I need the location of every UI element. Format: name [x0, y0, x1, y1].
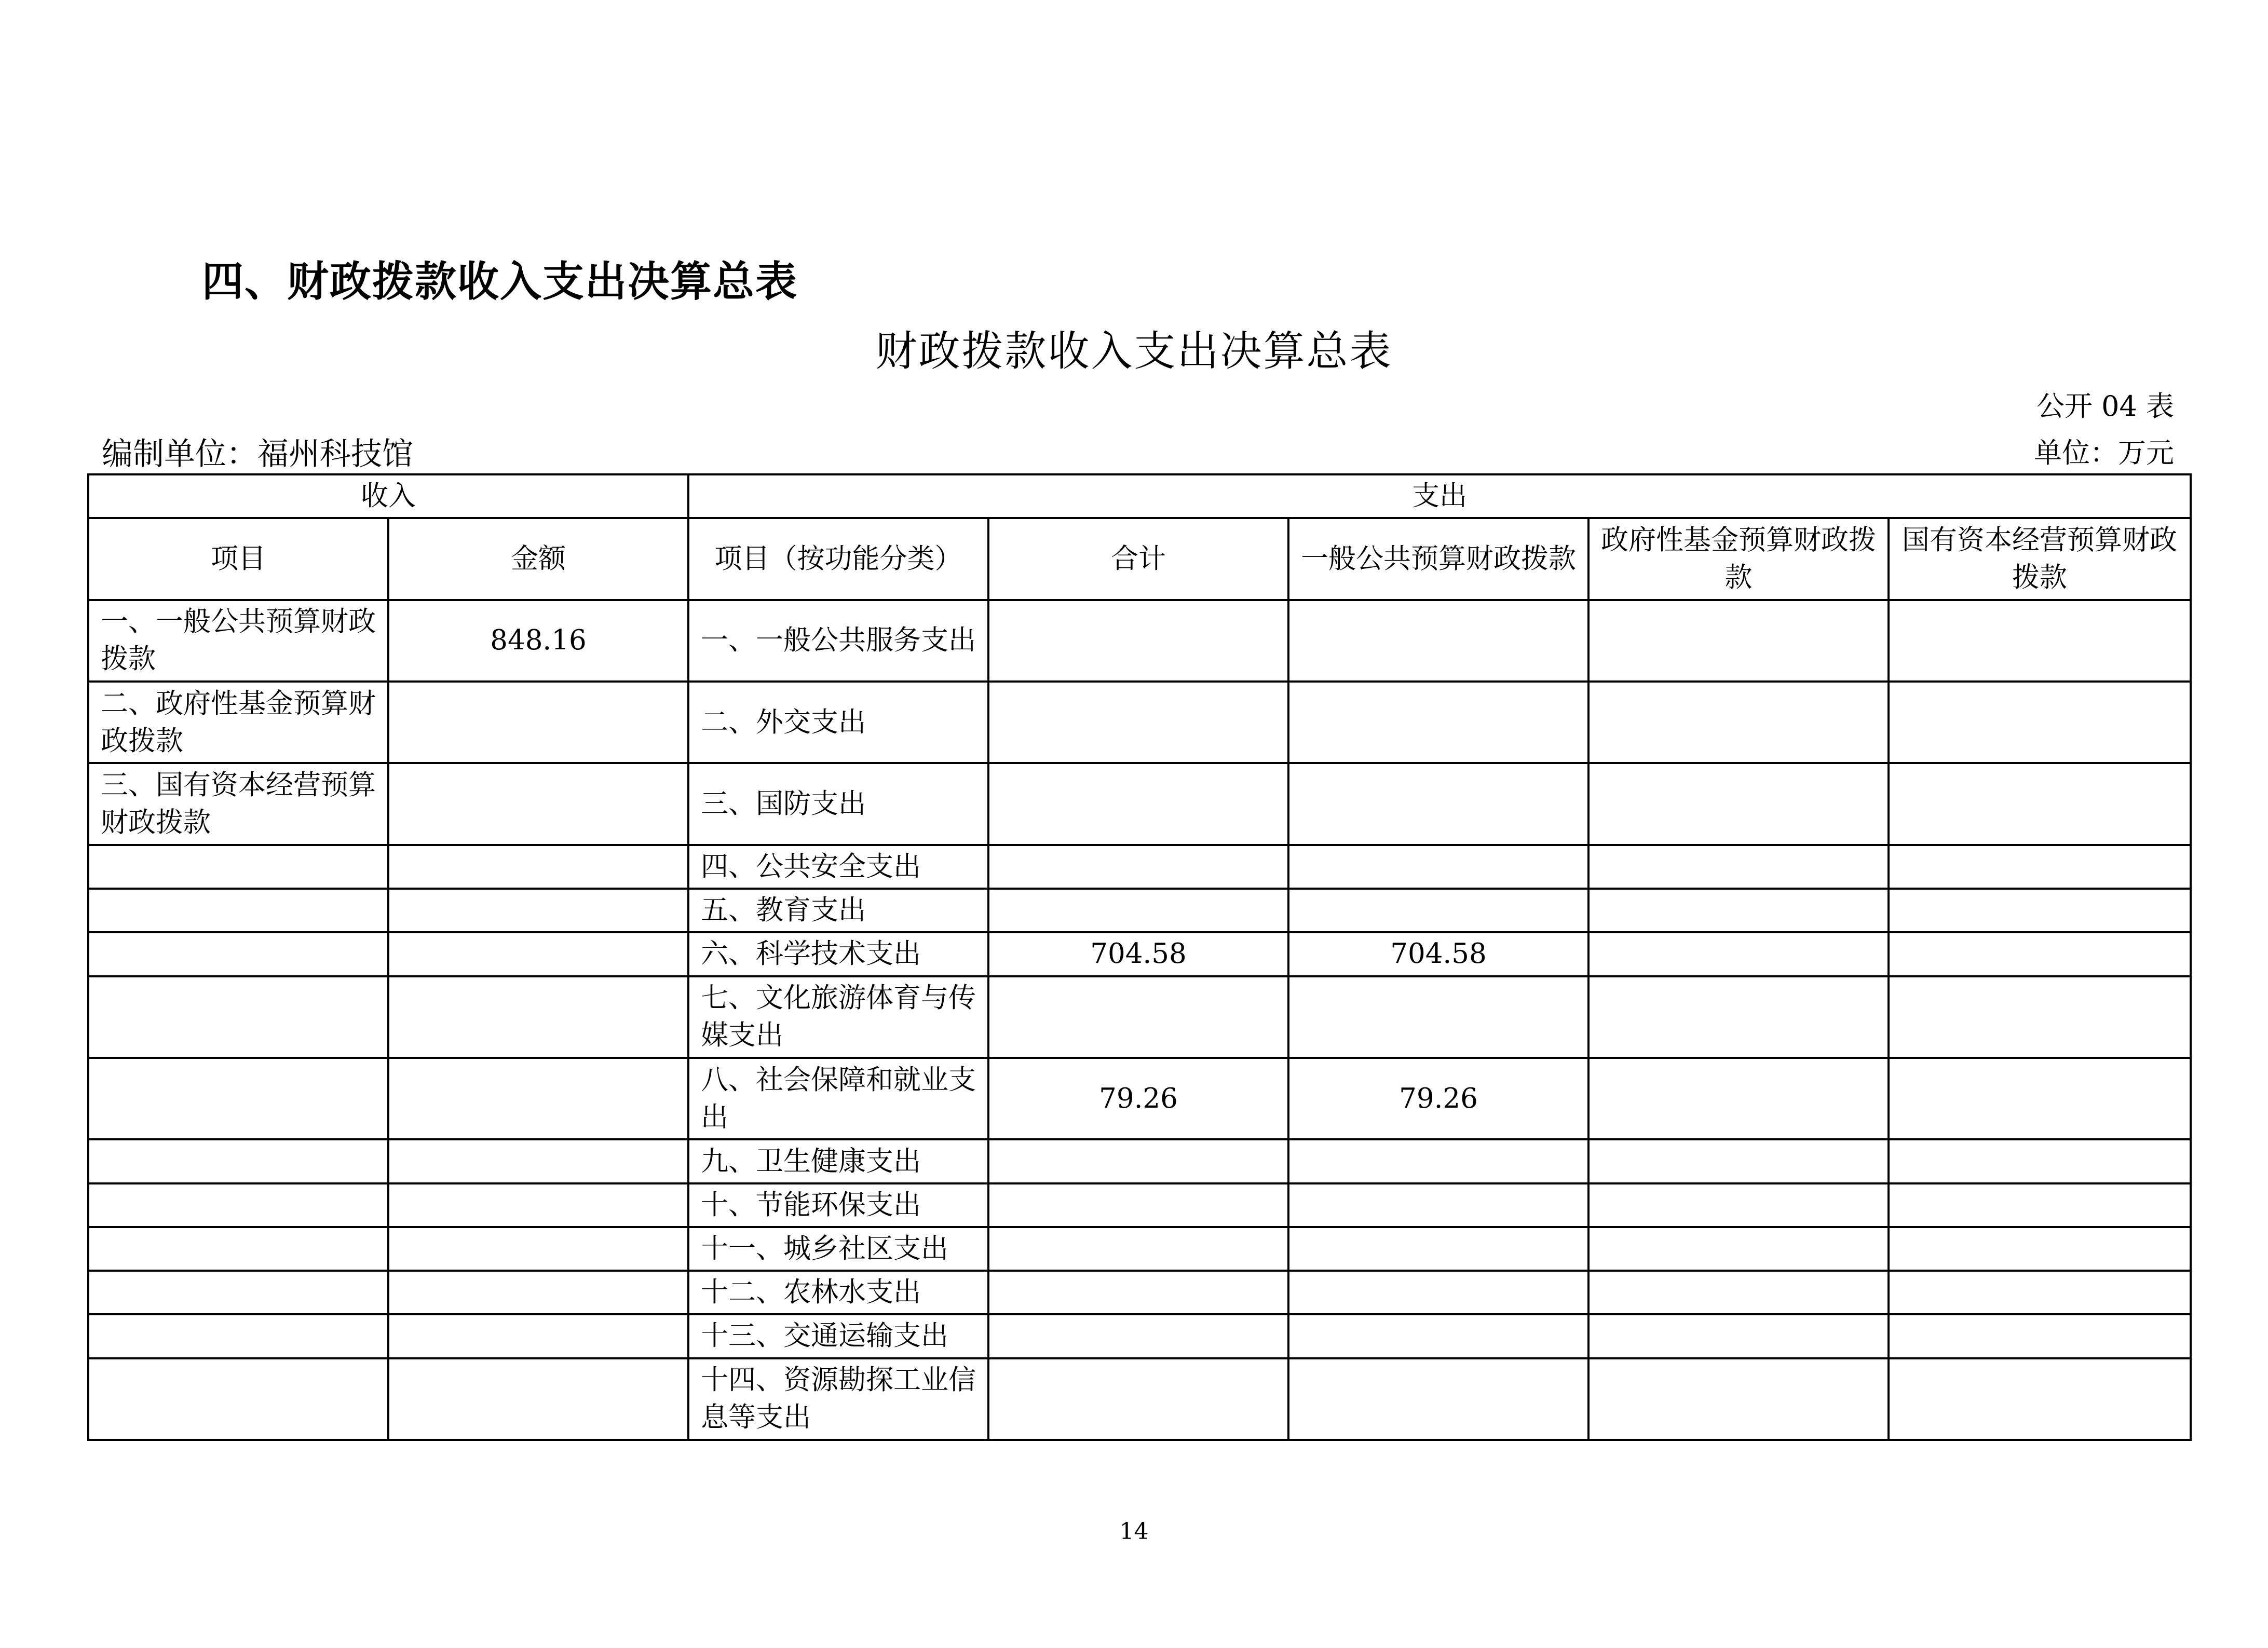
income-item-cell — [88, 889, 388, 932]
table-row — [88, 1183, 2191, 1227]
general-budget-cell — [1288, 976, 1588, 1058]
general-budget-header: 一般公共预算财政拨款 — [1288, 518, 1588, 600]
income-item-header: 项目 — [88, 518, 388, 600]
income-item-cell — [88, 845, 388, 889]
fund-budget-cell — [1588, 763, 1889, 845]
income-amount-cell — [388, 1227, 688, 1271]
expense-item-cell: 十、节能环保支出 — [688, 1183, 988, 1227]
expense-item-cell: 七、文化旅游体育与传媒支出 — [688, 976, 988, 1058]
fund-budget-cell — [1588, 932, 1889, 976]
fund-budget-header: 政府性基金预算财政拨款 — [1588, 518, 1889, 600]
total-cell: 704.58 — [988, 932, 1288, 976]
income-amount-cell — [388, 1139, 688, 1183]
table-row — [88, 1058, 2191, 1139]
total-cell: 79.26 — [988, 1058, 1288, 1139]
total-cell — [988, 1183, 1288, 1227]
general-budget-cell — [1288, 600, 1588, 682]
income-item-cell — [88, 976, 388, 1058]
total-cell — [988, 845, 1288, 889]
total-cell — [988, 976, 1288, 1058]
capital-budget-cell — [1889, 976, 2191, 1058]
expense-item-cell: 十三、交通运输支出 — [688, 1314, 988, 1358]
income-item-cell — [88, 1358, 388, 1440]
income-item-cell — [88, 1139, 388, 1183]
capital-budget-cell — [1889, 600, 2191, 682]
general-budget-cell — [1288, 889, 1588, 932]
income-item-cell: 二、政府性基金预算财政拨款 — [88, 682, 388, 763]
total-cell — [988, 763, 1288, 845]
income-amount-header: 金额 — [388, 518, 688, 600]
general-budget-cell — [1288, 1227, 1588, 1271]
total-cell — [988, 1139, 1288, 1183]
expense-header: 支出 — [688, 474, 2191, 518]
general-budget-cell — [1288, 1183, 1588, 1227]
form-code: 公开 04 表 — [2036, 390, 2174, 423]
income-amount-cell — [388, 682, 688, 763]
general-budget-cell — [1288, 1314, 1588, 1358]
expense-item-cell: 二、外交支出 — [688, 682, 988, 763]
general-budget-cell — [1288, 763, 1588, 845]
fund-budget-cell — [1588, 1227, 1889, 1271]
general-budget-cell — [1288, 682, 1588, 763]
expense-item-cell: 三、国防支出 — [688, 763, 988, 845]
income-amount-cell — [388, 1058, 688, 1139]
fund-budget-cell — [1588, 889, 1889, 932]
header-row-2 — [88, 518, 2191, 600]
fund-budget-cell — [1588, 1314, 1889, 1358]
fund-budget-cell — [1588, 976, 1889, 1058]
income-header: 收入 — [88, 474, 688, 518]
capital-budget-cell — [1889, 1314, 2191, 1358]
capital-budget-cell — [1889, 889, 2191, 932]
general-budget-cell: 704.58 — [1288, 932, 1588, 976]
income-amount-cell — [388, 889, 688, 932]
table-row — [88, 845, 2191, 889]
total-cell — [988, 682, 1288, 763]
expense-item-cell: 十四、资源勘探工业信息等支出 — [688, 1358, 988, 1440]
table-row — [88, 763, 2191, 845]
expense-item-cell: 九、卫生健康支出 — [688, 1139, 988, 1183]
income-amount-cell — [388, 1358, 688, 1440]
capital-budget-cell — [1889, 1227, 2191, 1271]
table-row — [88, 976, 2191, 1058]
table-row — [88, 889, 2191, 932]
income-amount-cell: 848.16 — [388, 600, 688, 682]
page-number: 14 — [1119, 1518, 1149, 1545]
income-amount-cell — [388, 1314, 688, 1358]
general-budget-cell — [1288, 845, 1588, 889]
fund-budget-cell — [1588, 600, 1889, 682]
table-row — [88, 600, 2191, 682]
general-budget-cell — [1288, 1358, 1588, 1440]
capital-budget-cell — [1889, 1058, 2191, 1139]
table-row — [88, 1271, 2191, 1314]
income-item-cell: 一、一般公共预算财政拨款 — [88, 600, 388, 682]
capital-budget-cell — [1889, 682, 2191, 763]
total-cell — [988, 1271, 1288, 1314]
total-cell — [988, 1227, 1288, 1271]
total-cell — [988, 1314, 1288, 1358]
table-row — [88, 1139, 2191, 1183]
total-cell — [988, 1358, 1288, 1440]
general-budget-cell — [1288, 1271, 1588, 1314]
table-row — [88, 1358, 2191, 1440]
fund-budget-cell — [1588, 845, 1889, 889]
income-item-cell — [88, 1227, 388, 1271]
capital-budget-cell — [1889, 1358, 2191, 1440]
total-header: 合计 — [988, 518, 1288, 600]
income-amount-cell — [388, 763, 688, 845]
general-budget-cell — [1288, 1139, 1588, 1183]
income-item-cell: 三、国有资本经营预算财政拨款 — [88, 763, 388, 845]
fund-budget-cell — [1588, 1183, 1889, 1227]
capital-budget-cell — [1889, 1271, 2191, 1314]
header-row-1 — [88, 474, 2191, 518]
expense-item-cell: 五、教育支出 — [688, 889, 988, 932]
capital-budget-cell — [1889, 763, 2191, 845]
income-item-cell — [88, 1183, 388, 1227]
org-label: 编制单位：福州科技馆 — [102, 436, 413, 472]
income-item-cell — [88, 932, 388, 976]
general-budget-cell: 79.26 — [1288, 1058, 1588, 1139]
section-heading: 四、财政拨款收入支出决算总表 — [202, 257, 798, 306]
unit-label: 单位：万元 — [2034, 437, 2174, 469]
capital-budget-cell — [1889, 932, 2191, 976]
capital-budget-cell — [1889, 1139, 2191, 1183]
expense-item-header: 项目（按功能分类） — [688, 518, 988, 600]
expense-item-cell: 十二、农林水支出 — [688, 1271, 988, 1314]
fund-budget-cell — [1588, 682, 1889, 763]
fund-budget-cell — [1588, 1358, 1889, 1440]
income-amount-cell — [388, 1271, 688, 1314]
table-row — [88, 932, 2191, 976]
capital-budget-cell — [1889, 1183, 2191, 1227]
capital-budget-cell — [1889, 845, 2191, 889]
expense-item-cell: 八、社会保障和就业支出 — [688, 1058, 988, 1139]
table-row — [88, 1314, 2191, 1358]
expense-item-cell: 四、公共安全支出 — [688, 845, 988, 889]
report-table — [87, 473, 2192, 1441]
expense-item-cell: 六、科学技术支出 — [688, 932, 988, 976]
total-cell — [988, 600, 1288, 682]
table-row — [88, 682, 2191, 763]
income-item-cell — [88, 1271, 388, 1314]
table-title: 财政拨款收入支出决算总表 — [875, 327, 1393, 375]
income-amount-cell — [388, 845, 688, 889]
expense-item-cell: 十一、城乡社区支出 — [688, 1227, 988, 1271]
income-amount-cell — [388, 976, 688, 1058]
fund-budget-cell — [1588, 1271, 1889, 1314]
capital-budget-header: 国有资本经营预算财政拨款 — [1889, 518, 2191, 600]
income-item-cell — [88, 1058, 388, 1139]
income-amount-cell — [388, 1183, 688, 1227]
income-item-cell — [88, 1314, 388, 1358]
total-cell — [988, 889, 1288, 932]
fund-budget-cell — [1588, 1139, 1889, 1183]
table-row — [88, 1227, 2191, 1271]
fund-budget-cell — [1588, 1058, 1889, 1139]
income-amount-cell — [388, 932, 688, 976]
expense-item-cell: 一、一般公共服务支出 — [688, 600, 988, 682]
